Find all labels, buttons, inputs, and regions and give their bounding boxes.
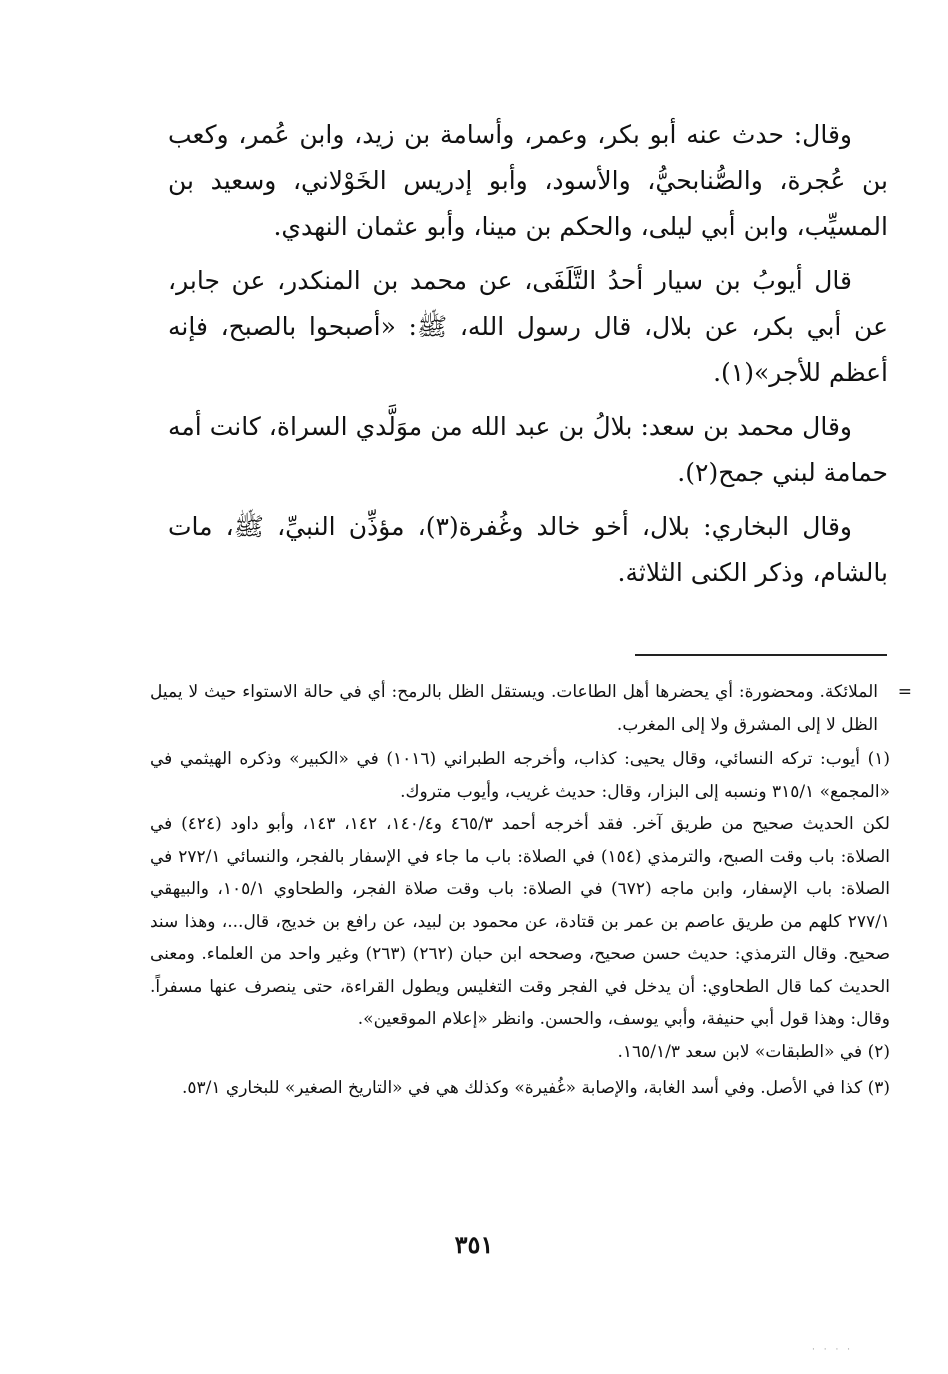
footnote-3: (٣) كذا في الأصل. وفي أسد الغابة، والإصابة «غُفيرة» وكذلك هي في «التاريخ الصغير» للبخاري ٥٣/١. — [181, 1078, 890, 1098]
main-text — [168, 112, 888, 604]
paragraph-1: وقال: حدث عنه أبو بكر، وعمر، وأسامة بن زيد، وابن عُمر، وكعب بن عُجرة، والصُّنابحيُّ، والأسود، وأبو إدريس الخَوْلاني، وسعيد بن المسيِّب، وابن أبي ليلى، والحكم بن مينا، وأبو عثمان النهدي. — [168, 120, 888, 241]
footnotes — [150, 676, 912, 1105]
footnote-2: (٢) في «الطبقات» لابن سعد ١٦٥/١/٣. — [617, 1041, 890, 1062]
footnote-separator — [635, 654, 887, 656]
paragraph-2: قال أيوبُ بن سيار أحدُ التَّلَفَى، عن محمد بن المنكدر، عن جابر، عن أبي بكر، عن بلال، قال رسول الله، ﷺ: «أصبحوا بالصبح، فإنه أعظم للأجر»(١). — [168, 266, 888, 387]
continuation-text: الملائكة. ومحضورة: أي يحضرها أهل الطاعات. ويستقل الظل بالرمح: أي في حالة الاستواء حيث لا يميل الظل لا إلى المشرق ولا إلى المغرب. — [150, 682, 878, 735]
footnote-continuation — [150, 676, 912, 741]
footnote-1-continued: لكن الحديث صحيح من طريق آخر. فقد أخرجه أحمد ٤٦٥/٣ و١٤٠/٤، ١٤٢، ١٤٣، وأبو داود (٤٢٤) في الصلاة: باب وقت الصبح، والترمذي (١٥٤) في الصلاة: باب ما جاء في الإسفار بالفجر، والنسائي ٢٧٢/١ في الصلاة: باب الإسفار، وابن ماجه (٦٧٢) في الصلاة: باب وقت صلاة الفجر، والطحاوي ١٠٥/١، والبيهقي ٢٧٧/١ كلهم من طريق عاصم بن عمر بن قتادة، عن محمود بن لبيد، عن رافع بن خديج، قال...، وهذا سند صحيح. وقال الترمذي: حديث حسن صحيح، وصححه ابن حبان (٢٦٢) (٢٦٣) وغير واحد من العلماء. ومعنى الحديث كما قال الطحاوي: أن يدخل في الفجر وقت التغليس ويطول القراءة، حتى ينصرف عنها مسفراً. وقال: وهذا قول أبي حنيفة، وأبي يوسف، والحسن. وانظر «إعلام الموقعين». — [150, 814, 891, 1029]
paragraph-3: وقال محمد بن سعد: بلالُ بن عبد الله من موَلَّدي السراة، كانت أمه حمامة لبني جمح(٢). — [168, 412, 888, 487]
continuation-marker: = — [897, 682, 912, 702]
page-number: ٣٥١ — [454, 1230, 494, 1259]
footnote-1: (١) أيوب: تركه النسائي، وقال يحيى: كذاب، وأخرجه الطبراني (١٠١٦) في «الكبير» وذكره الهيثمي في «المجمع» ٣١٥/١ ونسبه إلى البزار، وقال: حديث غريب، وأيوب متروك. — [150, 749, 890, 802]
paragraph-4: وقال البخاري: بلال، أخو خالد وغُفرة(٣)، مؤذِّن النبيِّ، ﷺ، مات بالشام، وذكر الكنى الثلاثة. — [168, 512, 888, 587]
scan-specks: · · · · — [812, 1345, 854, 1355]
